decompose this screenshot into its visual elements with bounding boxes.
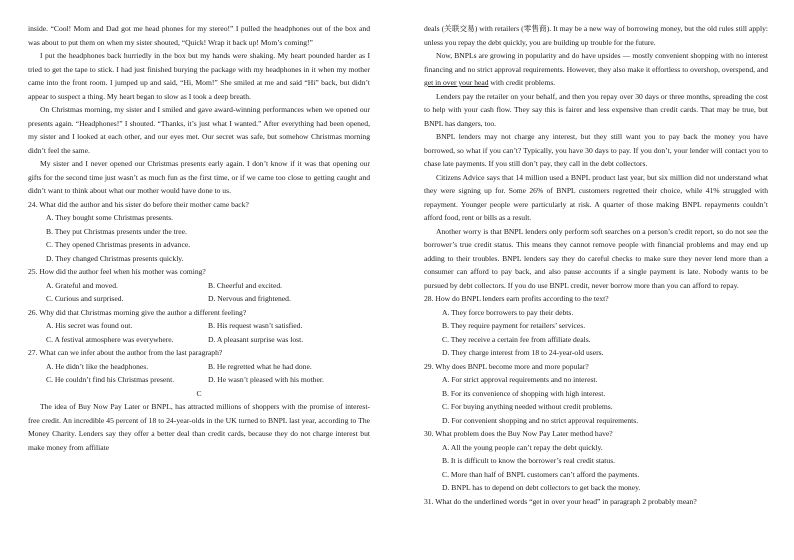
- option: D. He wasn’t pleased with his mother.: [208, 375, 324, 384]
- passage-paragraph: deals (关联交易) with retailers (零售商). It may be a new way of borrowing money, but the old rules still apply: unless you repay the debt quickly, you are building up trouble for the future.: [424, 24, 768, 47]
- text-run: Now, BNPLs are growing in popularity and do have upsides — mostly convenient shopping with no interest financing and no strict approval requirements. However, they also make it effortless to overshop, overspend, and: [424, 51, 768, 74]
- option: C. He couldn’t find his Christmas present.: [46, 375, 175, 384]
- option: B. Cheerful and excited.: [208, 280, 283, 290]
- story-paragraph: inside. “Cool! Mom and Dad got me head phones for my stereo!” I pulled the headphones out of the box and was about to put them on when my sister shouted, “Quick! Wrap it back up! Mom’s coming!”: [28, 24, 370, 47]
- question-26: 26. Why did that Christmas morning give the author a different feeling?: [28, 307, 247, 317]
- option: A. All the young people can’t repay the debt quickly.: [442, 442, 603, 452]
- option: C. More than half of BNPL customers can’t afford the payments.: [442, 469, 640, 479]
- option: B. They put Christmas presents under the tree.: [46, 226, 187, 236]
- right-column: [424, 22, 768, 508]
- option: C. They opened Christmas presents in advance.: [46, 240, 191, 249]
- option: C. A festival atmosphere was everywhere.: [46, 334, 174, 344]
- option-row: [28, 279, 370, 293]
- option: B. His request wasn’t satisfied.: [208, 321, 303, 330]
- option: A. They force borrowers to pay their debts.: [442, 307, 574, 317]
- option: A. Grateful and moved.: [46, 280, 118, 290]
- underlined-phrase: get in over your head: [424, 78, 489, 87]
- option: A. He didn’t like the headphones.: [46, 361, 149, 371]
- question-31: 31. What do the underlined words “get in over your head” in paragraph 2 probably mean?: [424, 496, 697, 506]
- option-row: [28, 333, 370, 347]
- option: B. For its convenience of shopping with high interest.: [442, 388, 606, 398]
- option: B. They require payment for retailers’ services.: [442, 321, 586, 330]
- option-row: [28, 360, 370, 374]
- section-heading: C: [196, 388, 202, 398]
- option: A. They bought some Christmas presents.: [46, 213, 174, 222]
- option: B. He regretted what he had done.: [208, 361, 312, 371]
- passage-paragraph: The idea of Buy Now Pay Later or BNPL, has attracted millions of shoppers with the promise of interest-free credit. An incredible 45 percent of 18 to 24-year-olds in the UK turned to BNPL last year, according to The Money Charity. Lenders say they offer a better deal than credit cards, because they do not charge interest but make money from affiliate: [28, 402, 370, 452]
- story-paragraph: I put the headphones back hurriedly in the box but my hands were shaking. My heart pounded harder as I tried to get the tape to stick. I had just finished burying the package with my headphones in it when my mother came into the front room. I jumped up and said, “Hi, Mom!” She smiled at me and said “Hi” back, but didn’t appear to suspect a thing. My heart began to slow as I took a deep breath.: [28, 51, 370, 101]
- question-30: 30. What problem does the Buy Now Pay Later method have?: [424, 429, 613, 438]
- option-row: [28, 319, 370, 333]
- option-row: [28, 292, 370, 306]
- text-run: with credit problems.: [488, 78, 556, 87]
- passage-paragraph: BNPL lenders may not charge any interest, but they still want you to pay back the money you have borrowed, so what if you can’t? Typically, you have 30 days to pay. If you don’t, your lender will contact you to chase late payments. If you still don’t pay, they call in the debt collectors.: [424, 132, 768, 168]
- story-paragraph: On Christmas morning, my sister and I smiled and gave award-winning performances when we opened our presents again. “Headphones!” I shouted. “Thanks, it’s just what I wanted.” After everything had been opened, my sister and I looked at each other, and our eyes met. Our secret was safe, but somehow Christmas morning didn’t feel the same.: [28, 105, 370, 155]
- option: A. For strict approval requirements and no interest.: [442, 375, 598, 384]
- option: D. Nervous and frightened.: [208, 294, 291, 303]
- question-28: 28. How do BNPL lenders earn profits according to the text?: [424, 294, 609, 303]
- passage-paragraph: [424, 49, 768, 90]
- story-paragraph: My sister and I never opened our Christmas presents early again. I don’t know if it was that opening our gifts for the second time just wasn’t as much fun as the first time, or if we came too close to getting caught and didn’t want to think about what our mother would have done to us.: [28, 159, 370, 195]
- option: D. For convenient shopping and no strict approval requirements.: [442, 415, 639, 425]
- option-row: [28, 373, 370, 387]
- option: C. For buying anything needed without credit problems.: [442, 402, 613, 411]
- question-24: 24. What did the author and his sister do before their mother came back?: [28, 199, 249, 209]
- passage-paragraph: Citizens Advice says that 14 million used a BNPL product last year, but six million did not understand what they were signing up for. Some 26% of BNPL customers regretted their choice, while 41% struggled with repayment. Younger people were particularly at risk. A quarter of those making BNPL repayments couldn’t afford food, rent or bills as a result.: [424, 172, 768, 222]
- option: C. They receive a certain fee from affiliate deals.: [442, 334, 591, 344]
- option: C. Curious and surprised.: [46, 294, 124, 303]
- passage-paragraph: Lenders pay the retailer on your behalf, and then you repay over 30 days or three months, spreading the cost to help with your cash flow. They say this is fairer and less expensive than credit cards. That may be true, but BNPL has dangers, too.: [424, 91, 768, 128]
- question-29: 29. Why does BNPL become more and more popular?: [424, 361, 589, 371]
- option: D. BNPL has to depend on debt collectors to get back the money.: [442, 483, 641, 492]
- passage-paragraph: Another worry is that BNPL lenders only perform soft searches on a person’s credit report, so do not see the borrower’s true credit status. This means they cannot remove people with financial problems and may end up adding to their troubles. BNPL lenders say they do careful checks to make sure they never lend more than a consumer can afford to pay back, and also pause accounts if a single payment is late. Nobody wants to be pursued by debt collectors. If you do use BNPL credit, never borrow more than you can afford to repay.: [424, 226, 768, 290]
- option: B. It is difficult to know the borrower’s real credit status.: [442, 456, 616, 465]
- question-27: 27. What can we infer about the author from the last paragraph?: [28, 348, 223, 357]
- option: D. They changed Christmas presents quickly.: [46, 253, 184, 263]
- question-25: 25. How did the author feel when his mother was coming?: [28, 267, 206, 276]
- option: D. They charge interest from 18 to 24-year-old users.: [442, 348, 604, 357]
- left-column: [28, 22, 370, 454]
- option: D. A pleasant surprise was lost.: [208, 334, 304, 344]
- option: A. His secret was found out.: [46, 321, 133, 330]
